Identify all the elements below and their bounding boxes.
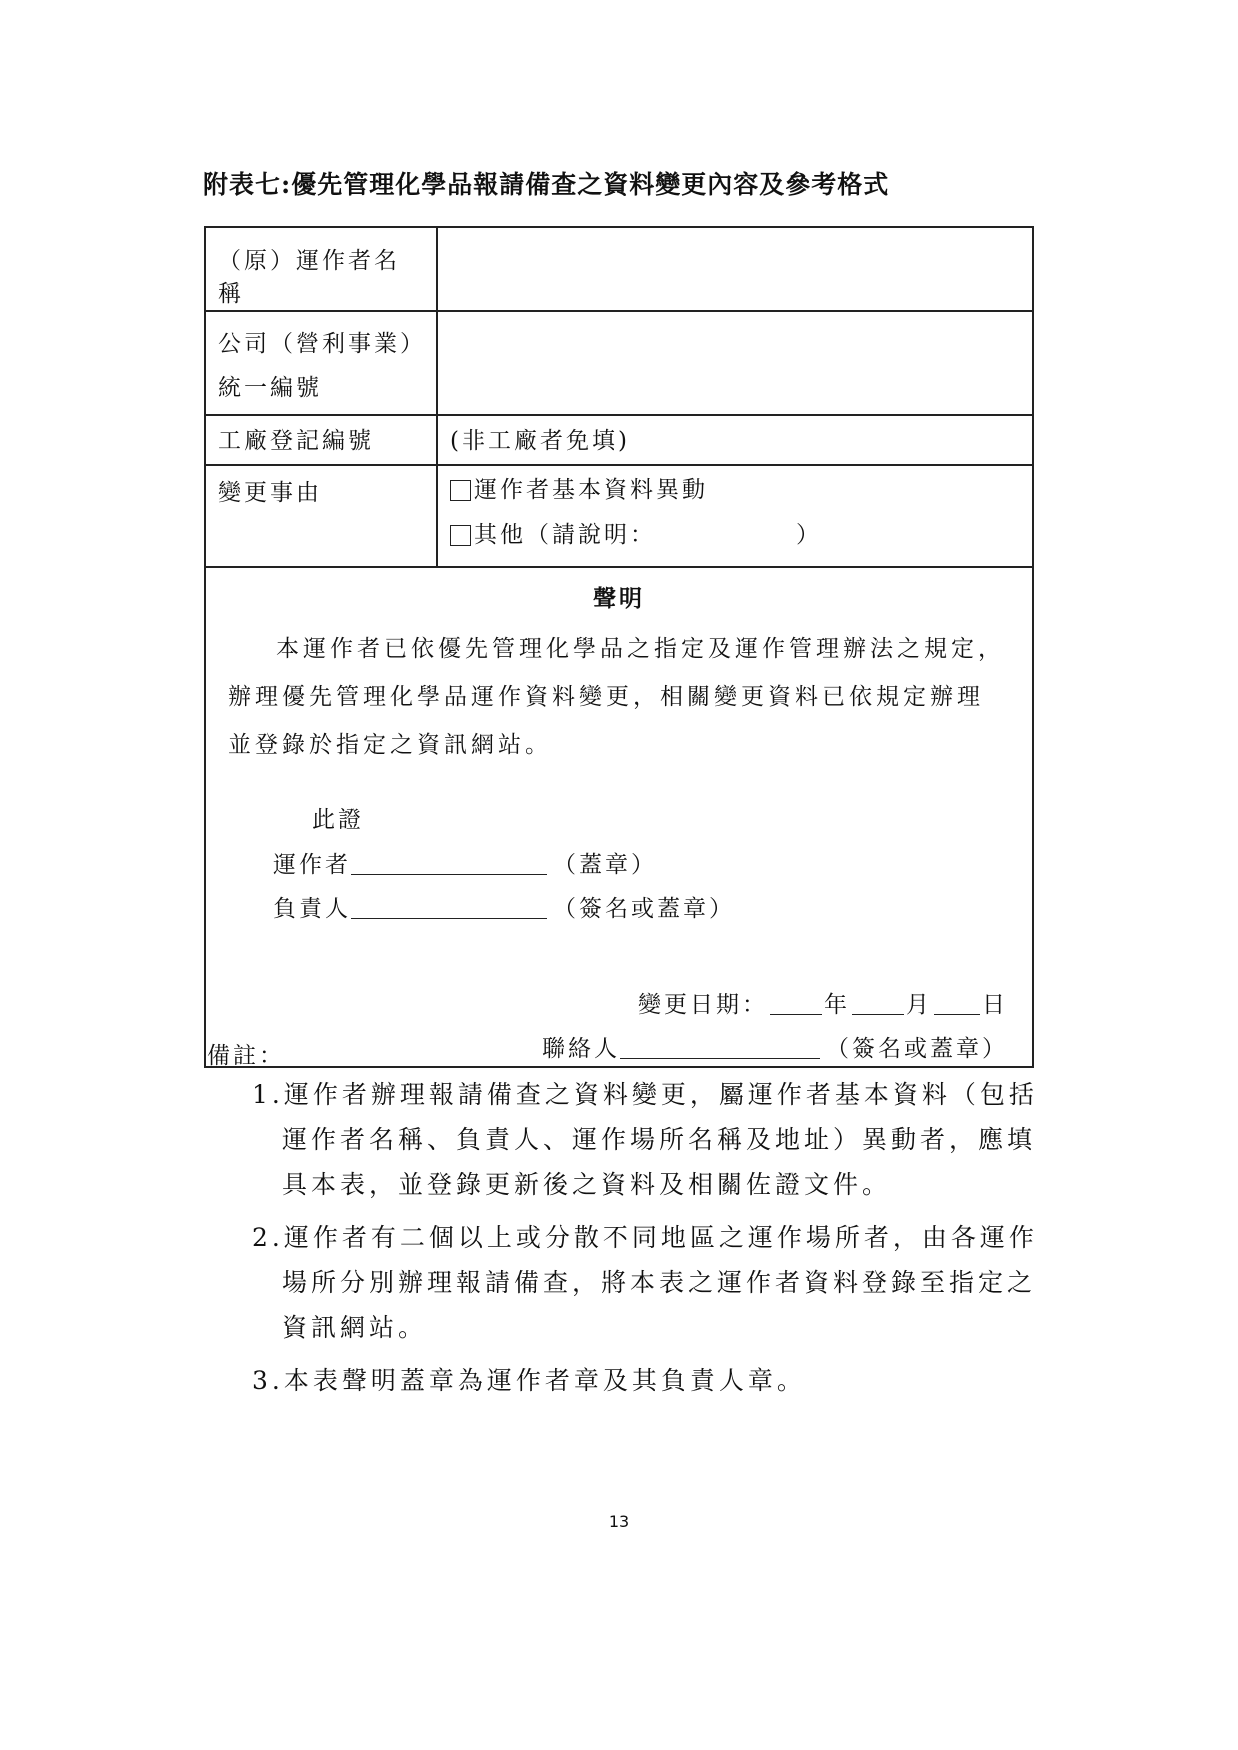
contact-label: 聯絡人 (542, 1036, 620, 1062)
day-label: 日 (982, 992, 1008, 1018)
representative-signature-line (273, 890, 735, 923)
change-reason-label: 變更事由 (205, 465, 437, 567)
operator-seal-note: （蓋章） (553, 852, 657, 878)
year-blank[interactable] (770, 992, 822, 1015)
reason-option-other-label: 其他（請說明： (474, 522, 656, 548)
change-date-line (638, 986, 1008, 1019)
reason-option-other-close: ） (796, 522, 822, 548)
operator-signature-label: 運作者 (273, 852, 351, 878)
tax-id-label (205, 311, 437, 415)
year-label: 年 (824, 992, 850, 1018)
operator-name-field[interactable] (437, 227, 1033, 311)
change-reason-options (437, 465, 1033, 567)
tax-id-field[interactable] (437, 311, 1033, 415)
notes-list (252, 1072, 1042, 1411)
tax-id-label-line2: 統一編號 (218, 375, 322, 401)
operator-signature-blank[interactable] (351, 852, 547, 875)
operator-name-label: （原）運作者名稱 (205, 227, 437, 311)
tax-id-label-line1: 公司（營利事業） (218, 331, 426, 357)
factory-reg-field[interactable]: (非工廠者免填) (437, 415, 1033, 465)
change-date-label: 變更日期： (638, 992, 768, 1018)
contact-seal-note: （簽名或蓋章） (826, 1036, 1008, 1062)
month-label: 月 (906, 992, 932, 1018)
declaration-title: 聲明 (593, 585, 645, 612)
reason-option-basic-info-label: 運作者基本資料異動 (474, 477, 708, 503)
reason-option-basic-info[interactable] (450, 468, 1020, 513)
tax-id-row (205, 311, 1033, 415)
note-item: 1.運作者辦理報請備查之資料變更，屬運作者基本資料（包括運作者名稱、負責人、運作場所名稱及地址）異動者，應填具本表，並登錄更新後之資料及相關佐證文件。 (252, 1080, 1038, 1199)
note-item: 3.本表聲明蓋章為運作者章及其負責人章。 (252, 1366, 806, 1395)
factory-reg-row (205, 415, 1033, 465)
notes-heading: 備註： (207, 1043, 285, 1069)
reason-option-other[interactable] (450, 513, 1020, 558)
declaration-row (205, 567, 1033, 1067)
contact-signature-blank[interactable] (620, 1036, 820, 1059)
checkbox-other[interactable] (450, 525, 471, 546)
note-item: 2.運作者有二個以上或分散不同地區之運作場所者，由各運作場所分別辦理報請備查，將本表之運作者資料登錄至指定之資訊網站。 (252, 1223, 1038, 1342)
factory-reg-label: 工廠登記編號 (205, 415, 437, 465)
month-blank[interactable] (852, 992, 904, 1015)
contact-signature-line (542, 1030, 1008, 1063)
day-blank[interactable] (934, 992, 980, 1015)
checkbox-basic-info[interactable] (450, 480, 471, 501)
representative-signature-blank[interactable] (351, 896, 547, 919)
change-form-table (204, 226, 1034, 1068)
operator-signature-line (273, 846, 657, 879)
declaration-body: 本運作者已依優先管理化學品之指定及運作管理辦法之規定，辦理優先管理化學品運作資料變更，相關變更資料已依規定辦理並登錄於指定之資訊網站。 (228, 636, 1005, 758)
representative-seal-note: （簽名或蓋章） (553, 896, 735, 922)
operator-name-row (205, 227, 1033, 311)
page-title: 附表七:優先管理化學品報請備查之資料變更內容及參考格式 (203, 170, 890, 199)
representative-signature-label: 負責人 (273, 896, 351, 922)
declaration-cell (205, 567, 1033, 1067)
change-reason-row (205, 465, 1033, 567)
page-number: 13 (608, 1512, 630, 1531)
declaration-section (218, 568, 1020, 1066)
certify-text: 此證 (312, 807, 364, 833)
